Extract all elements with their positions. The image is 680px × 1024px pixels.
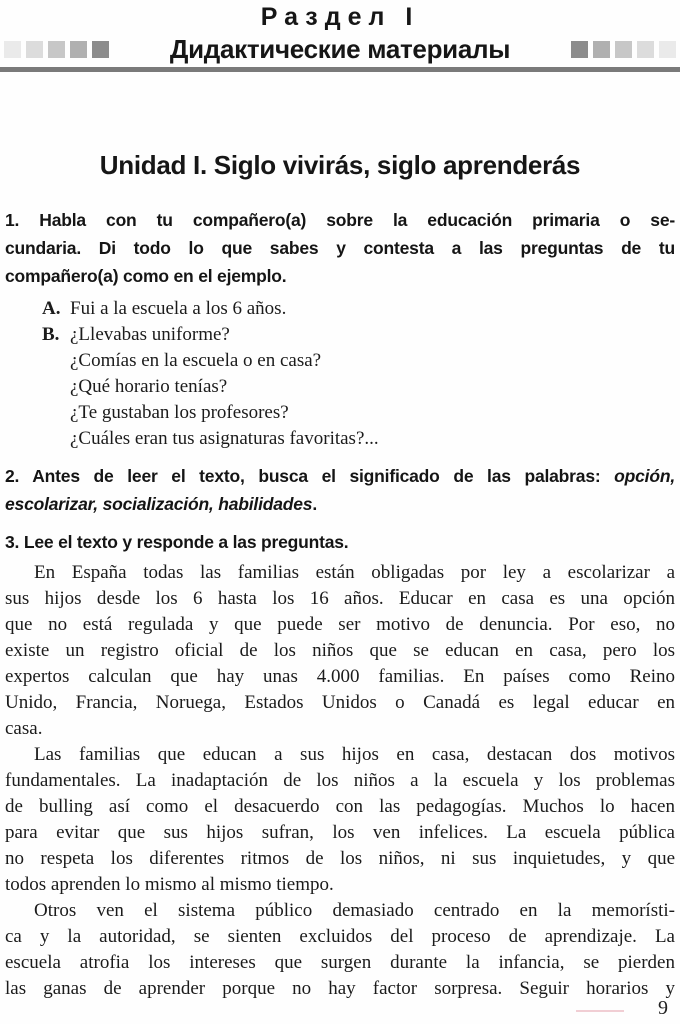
text-line xyxy=(5,462,675,490)
page-content xyxy=(5,148,675,1002)
speaker-label xyxy=(42,400,70,426)
speaker-label xyxy=(42,374,70,400)
vocabulary-word: escolarizar, socialización, habilidades xyxy=(5,494,313,514)
pink-scan-mark xyxy=(576,1010,624,1012)
text-line xyxy=(5,794,675,820)
section-title: Раздел I xyxy=(260,3,420,31)
dialog-text: ¿Qué horario tenías? xyxy=(70,376,228,397)
text-segment: 1. Habla con tu compañero(a) sobre la educación primaria o se- xyxy=(5,210,675,230)
dialog-line xyxy=(42,322,675,348)
dialog-line xyxy=(42,426,675,452)
reading-paragraph-2 xyxy=(5,742,675,898)
text-segment: Otros ven el sistema público demasiado centrado en la memorísti- xyxy=(34,900,675,921)
text-segment: En España todas las familias están obligadas por ley a escolarizar a xyxy=(34,562,675,583)
text-segment: . xyxy=(312,494,318,514)
speaker-label: B. xyxy=(42,324,60,345)
text-line xyxy=(5,768,675,794)
decor-square xyxy=(615,41,632,58)
header-rule xyxy=(0,67,680,72)
dialog-text: ¿Comías en la escuela o en casa? xyxy=(70,350,322,371)
text-line xyxy=(5,234,675,262)
dialog-text: ¿Te gustaban los profesores? xyxy=(70,402,289,423)
vocabulary-word: opción, xyxy=(614,466,675,486)
text-line xyxy=(5,976,675,1002)
decor-square xyxy=(70,41,87,58)
decor-squares-left xyxy=(4,41,109,58)
text-segment: no respeta los diferentes ritmos de los niños, ni sus inquietudes, y que xyxy=(5,848,675,869)
reading-paragraph-1 xyxy=(5,560,675,742)
task-2 xyxy=(5,462,675,518)
unit-title: Unidad I. Siglo vivirás, siglo aprenderás xyxy=(99,150,581,180)
text-line xyxy=(5,924,675,950)
text-line xyxy=(5,846,675,872)
example-dialog xyxy=(5,296,675,452)
text-segment: de bulling así como el desacuerdo con las pedagogías. Muchos lo hacen xyxy=(5,796,675,817)
decor-square xyxy=(571,41,588,58)
text-segment: que no está regulada y que puede ser motivo de denuncia. Por eso, no xyxy=(5,614,675,635)
decor-square xyxy=(26,41,43,58)
speaker-label: A. xyxy=(42,298,61,319)
dialog-line xyxy=(42,348,675,374)
text-line xyxy=(5,638,675,664)
text-line xyxy=(5,206,675,234)
text-line xyxy=(5,872,675,898)
text-line xyxy=(5,690,675,716)
task-3 xyxy=(5,528,675,556)
text-segment: fundamentales. La inadaptación de los niños a la escuela y los problemas xyxy=(5,770,675,791)
text-blocks xyxy=(5,206,675,1002)
page-number: 9 xyxy=(658,997,668,1019)
decor-square xyxy=(637,41,654,58)
dialog-text: ¿Cuáles eran tus asignaturas favoritas?... xyxy=(70,428,379,449)
text-line xyxy=(5,586,675,612)
text-segment: casa. xyxy=(5,718,43,739)
speaker-label xyxy=(42,426,70,452)
text-segment: las ganas de aprender porque no hay factor sorpresa. Seguir horarios y xyxy=(5,978,675,999)
decor-square xyxy=(92,41,109,58)
text-line xyxy=(5,742,675,768)
text-line xyxy=(5,820,675,846)
text-segment: 3. Lee el texto y responde a las preguntas. xyxy=(5,532,349,552)
decor-square xyxy=(4,41,21,58)
text-line xyxy=(5,560,675,586)
decor-square xyxy=(48,41,65,58)
dialog-text: Fui a la escuela a los 6 años. xyxy=(70,298,287,319)
text-segment: todos aprenden lo mismo al mismo tiempo. xyxy=(5,874,334,895)
text-segment: 2. Antes de leer el texto, busca el significado de las palabras: xyxy=(5,466,615,486)
text-segment: compañero(a) como en el ejemplo. xyxy=(5,266,287,286)
decor-square xyxy=(593,41,610,58)
text-segment: escuela atrofia los intereses que surgen durante la infancia, se pierden xyxy=(5,952,675,973)
text-line xyxy=(5,950,675,976)
decor-squares-right xyxy=(571,41,676,58)
text-segment: Unido, Francia, Noruega, Estados Unidos o Canadá es legal educar en xyxy=(5,692,675,713)
text-line xyxy=(5,262,675,290)
reading-paragraph-3 xyxy=(5,898,675,1002)
text-segment: para evitar que sus hijos sufran, los ven infelices. La escuela pública xyxy=(5,822,675,843)
dialog-line xyxy=(42,400,675,426)
dialog-line xyxy=(42,296,675,322)
section-subtitle: Дидактические материалы xyxy=(169,34,511,64)
dialog-text: ¿Llevabas uniforme? xyxy=(70,324,230,345)
text-segment: cundaria. Di todo lo que sabes y contesta a las preguntas de tu xyxy=(5,238,675,258)
text-line xyxy=(5,490,675,518)
dialog-line xyxy=(42,374,675,400)
text-line xyxy=(5,716,675,742)
speaker-label xyxy=(42,348,70,374)
text-segment: Las familias que educan a sus hijos en casa, destacan dos motivos xyxy=(34,744,675,765)
text-line xyxy=(5,898,675,924)
text-line xyxy=(5,528,675,556)
text-segment: sus hijos desde los 6 hasta los 16 años. Educar en casa es una opción xyxy=(5,588,675,609)
decor-square xyxy=(659,41,676,58)
text-line xyxy=(5,612,675,638)
text-segment: existe un registro oficial de los niños que se educan en casa, pero los xyxy=(5,640,675,661)
task-1 xyxy=(5,206,675,290)
text-segment: expertos calculan que hay unas 4.000 familias. En países como Reino xyxy=(5,666,675,687)
text-line xyxy=(5,664,675,690)
text-segment: ca y la autoridad, se sienten excluidos del proceso de aprendizaje. La xyxy=(5,926,675,947)
